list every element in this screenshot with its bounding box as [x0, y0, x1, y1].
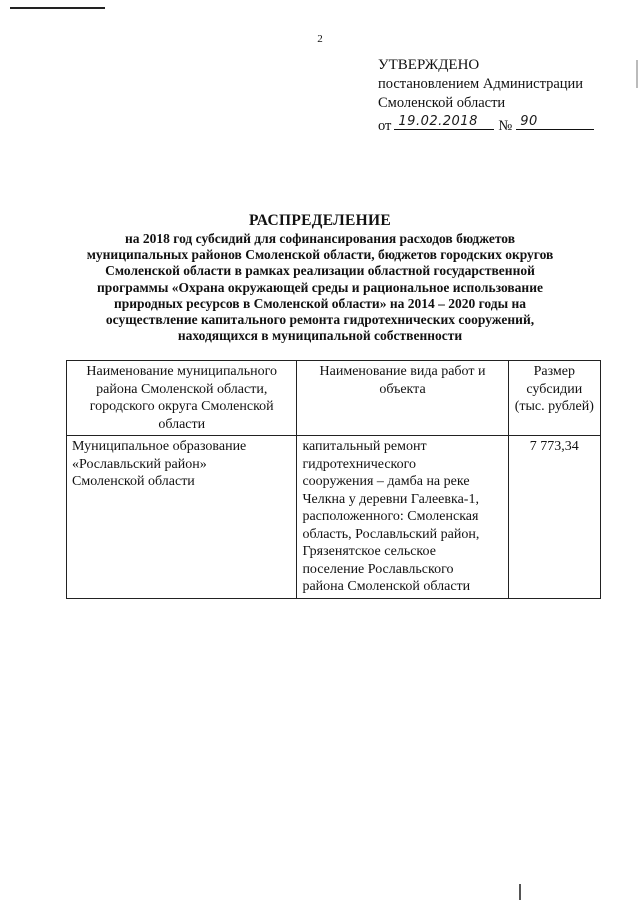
cell-text: Грязенятское сельское: [302, 544, 436, 559]
header-text: субсидии: [526, 381, 583, 397]
cell-text: гидротехнического: [302, 456, 417, 472]
approval-stamp-block: [378, 56, 594, 136]
header-text: области: [158, 416, 206, 432]
cell-work-description: [297, 436, 508, 599]
subtitle-line: находящихся в муниципальной собственности: [177, 328, 463, 344]
header-text: объекта: [379, 381, 426, 397]
subtitle-line: муниципальных районов Смоленской области, бюджетов городских округов: [86, 247, 554, 263]
page-number: 2: [317, 33, 323, 45]
document-title: РАСПРЕДЕЛЕНИЕ: [249, 212, 391, 229]
subtitle-line: Смоленской области в рамках реализации областной государственной: [105, 263, 535, 279]
subtitle-line: на 2018 год субсидий для софинансирования расходов бюджетов: [125, 231, 515, 246]
cell-text: Смоленской области: [72, 474, 195, 489]
handwritten-date: 19.02.2018: [398, 114, 478, 129]
approval-date-line: [378, 114, 594, 136]
document-title-block: [40, 211, 600, 344]
date-prefix: от: [378, 118, 392, 134]
cell-text: Челкна у деревни Галеевка-1,: [302, 491, 479, 507]
number-sign: №: [498, 118, 513, 134]
subtitle-line: осуществление капитального ремонта гидротехнических сооружений,: [105, 312, 535, 328]
cell-text: область, Рославльский район,: [302, 526, 480, 542]
date-blank: [394, 114, 494, 130]
scan-artifact-mark: [519, 884, 521, 900]
header-text: Наименование муниципального: [86, 364, 278, 379]
header-text: Размер: [533, 364, 575, 379]
cell-text: Муниципальное образование: [72, 439, 247, 454]
cell-text: сооружения – дамба на реке: [302, 474, 470, 489]
header-text: Наименование вида работ и: [319, 364, 486, 379]
approval-line-1: постановлением Администрации: [378, 76, 584, 92]
scan-artifact-line: [10, 7, 105, 9]
scan-artifact-edge: [636, 60, 638, 88]
cell-amount: 7 773,34: [508, 436, 600, 599]
cell-text: поселение Рославльского: [302, 561, 454, 577]
approval-heading: УТВЕРЖДЕНО: [378, 57, 480, 73]
header-text: (тыс. рублей): [514, 399, 594, 414]
subsidy-table: [66, 360, 601, 599]
header-work-type: [297, 361, 508, 436]
subtitle-line: природных ресурсов в Смоленской области» на 2014 – 2020 годы на: [113, 295, 527, 311]
subtitle-line: программы «Охрана окружающей среды и рациональное использование: [97, 279, 543, 295]
approval-line-2: Смоленской области: [378, 95, 506, 111]
cell-text: капитальный ремонт: [302, 439, 427, 454]
header-subsidy-amount: [508, 361, 600, 436]
cell-text: «Рославльский район»: [72, 456, 207, 472]
document-subtitle: [40, 231, 600, 344]
table-row: [67, 436, 601, 599]
cell-text: района Смоленской области: [302, 579, 471, 594]
cell-municipality: [67, 436, 297, 599]
table-header-row: [67, 361, 601, 436]
header-text: городского округа Смоленской: [89, 399, 274, 414]
header-municipality: [67, 361, 297, 436]
header-text: района Смоленской области,: [96, 381, 268, 397]
cell-text: расположенного: Смоленская: [302, 509, 479, 524]
handwritten-number: 90: [520, 114, 538, 129]
number-blank: [516, 114, 594, 130]
